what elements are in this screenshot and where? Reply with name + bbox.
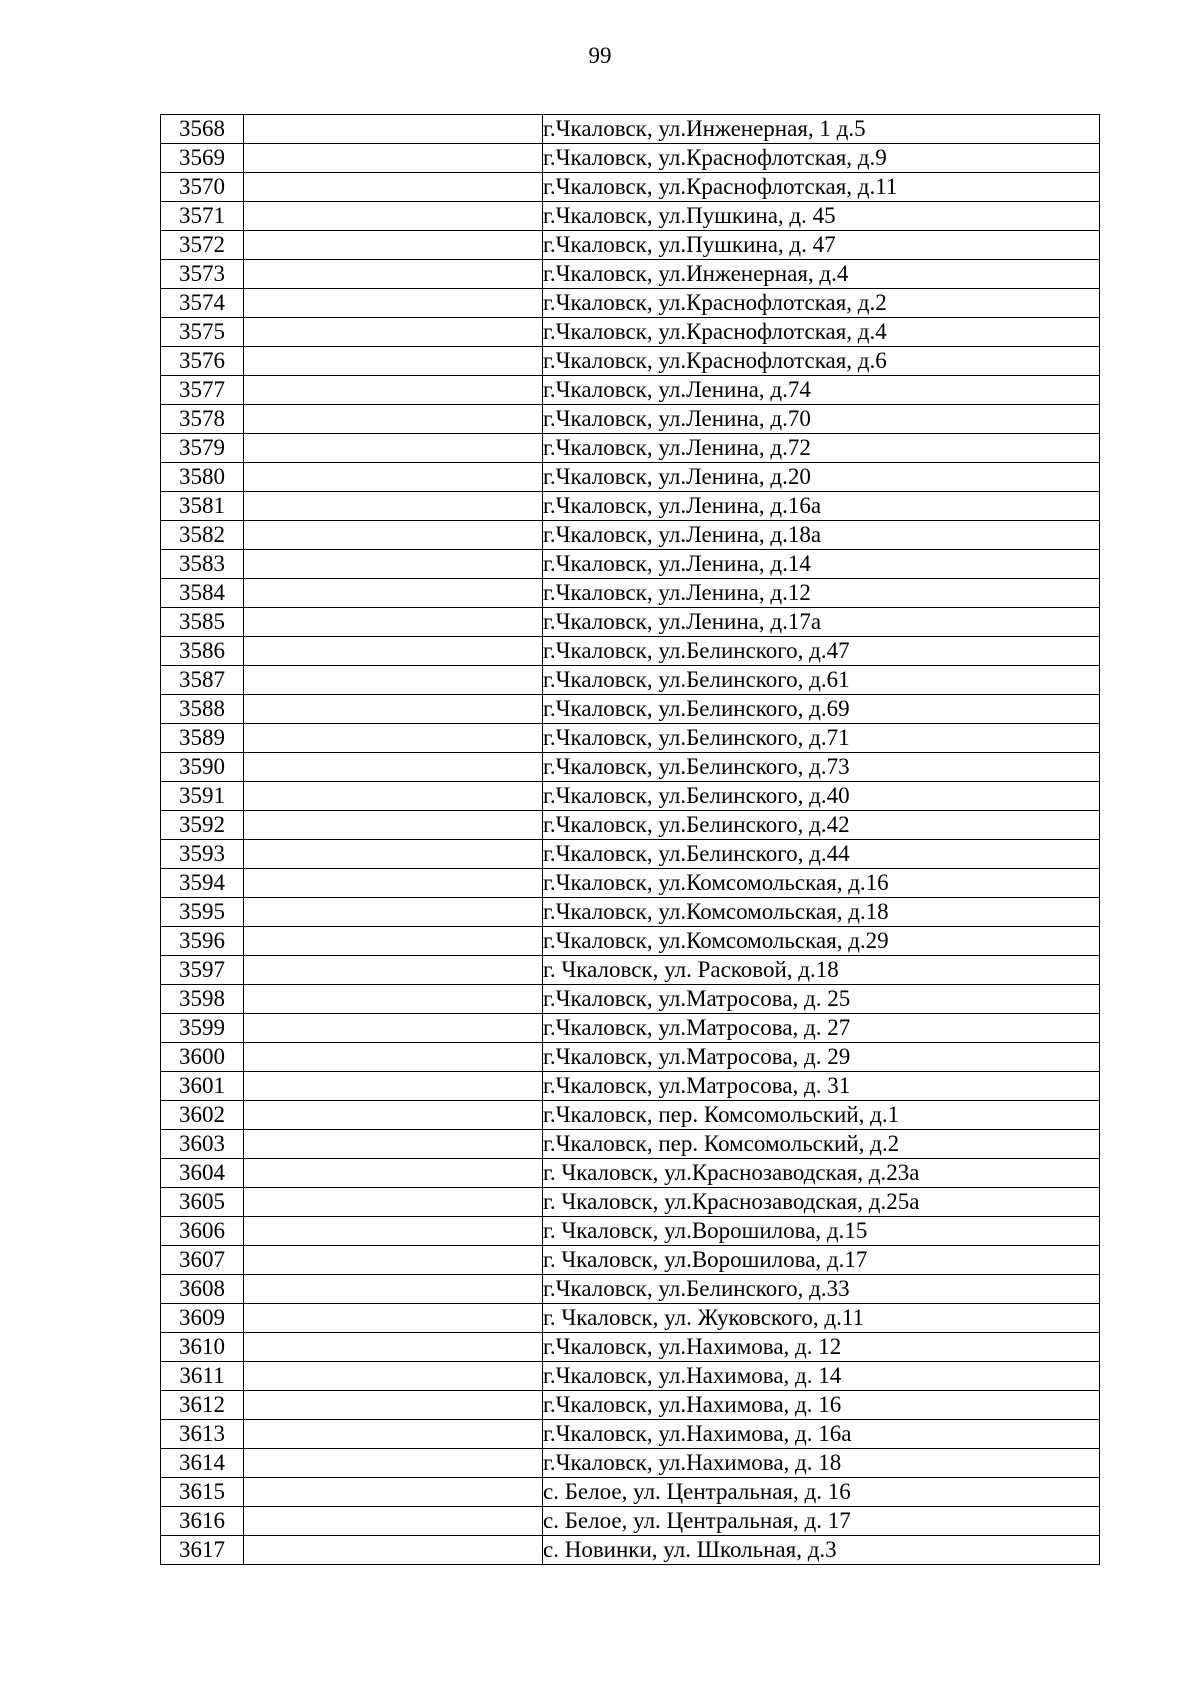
row-number-cell: 3588 (161, 695, 244, 724)
address-cell: г.Чкаловск, ул.Белинского, д.42 (543, 811, 1100, 840)
row-number-cell: 3594 (161, 869, 244, 898)
empty-cell (244, 1362, 543, 1391)
empty-cell (244, 579, 543, 608)
row-number-cell: 3581 (161, 492, 244, 521)
table-row (161, 927, 1100, 956)
row-number-cell: 3586 (161, 637, 244, 666)
address-cell: г.Чкаловск, ул.Белинского, д.33 (543, 1275, 1100, 1304)
address-cell: г.Чкаловск, ул.Ленина, д.14 (543, 550, 1100, 579)
table-row (161, 347, 1100, 376)
table-row (161, 463, 1100, 492)
row-number-cell: 3570 (161, 173, 244, 202)
row-number-cell: 3583 (161, 550, 244, 579)
empty-cell (244, 115, 543, 144)
table-row (161, 753, 1100, 782)
row-number-cell: 3614 (161, 1449, 244, 1478)
address-cell: г.Чкаловск, ул.Нахимова, д. 18 (543, 1449, 1100, 1478)
table-row (161, 666, 1100, 695)
table-row (161, 985, 1100, 1014)
row-number-cell: 3598 (161, 985, 244, 1014)
table-row (161, 144, 1100, 173)
table-row (161, 1072, 1100, 1101)
table-row (161, 1449, 1100, 1478)
address-cell: г.Чкаловск, ул.Пушкина, д. 45 (543, 202, 1100, 231)
empty-cell (244, 492, 543, 521)
row-number-cell: 3580 (161, 463, 244, 492)
empty-cell (244, 1391, 543, 1420)
table-row (161, 434, 1100, 463)
table-row (161, 1333, 1100, 1362)
empty-cell (244, 173, 543, 202)
row-number-cell: 3609 (161, 1304, 244, 1333)
address-cell: г.Чкаловск, ул.Нахимова, д. 16а (543, 1420, 1100, 1449)
empty-cell (244, 405, 543, 434)
address-cell: г.Чкаловск, ул.Белинского, д.44 (543, 840, 1100, 869)
row-number-cell: 3576 (161, 347, 244, 376)
empty-cell (244, 144, 543, 173)
empty-cell (244, 1072, 543, 1101)
table-row (161, 1507, 1100, 1536)
table-row (161, 1130, 1100, 1159)
table-row (161, 376, 1100, 405)
row-number-cell: 3595 (161, 898, 244, 927)
address-cell: г.Чкаловск, ул.Ленина, д.12 (543, 579, 1100, 608)
row-number-cell: 3572 (161, 231, 244, 260)
address-cell: г.Чкаловск, ул.Ленина, д.17а (543, 608, 1100, 637)
table-row (161, 1304, 1100, 1333)
address-cell: г.Чкаловск, ул.Матросова, д. 25 (543, 985, 1100, 1014)
table-row (161, 956, 1100, 985)
address-cell: г.Чкаловск, ул.Инженерная, д.4 (543, 260, 1100, 289)
row-number-cell: 3591 (161, 782, 244, 811)
address-cell: г.Чкаловск, пер. Комсомольский, д.1 (543, 1101, 1100, 1130)
empty-cell (244, 1246, 543, 1275)
empty-cell (244, 666, 543, 695)
address-cell: г.Чкаловск, ул.Белинского, д.47 (543, 637, 1100, 666)
row-number-cell: 3596 (161, 927, 244, 956)
table-row (161, 521, 1100, 550)
row-number-cell: 3569 (161, 144, 244, 173)
table-row (161, 724, 1100, 753)
table-row (161, 260, 1100, 289)
empty-cell (244, 753, 543, 782)
table-row (161, 1014, 1100, 1043)
address-cell: г.Чкаловск, ул.Белинского, д.61 (543, 666, 1100, 695)
empty-cell (244, 202, 543, 231)
table-row (161, 318, 1100, 347)
address-cell: г.Чкаловск, ул.Белинского, д.73 (543, 753, 1100, 782)
table-row (161, 405, 1100, 434)
table-row (161, 1159, 1100, 1188)
empty-cell (244, 1507, 543, 1536)
page-number: 99 (588, 43, 612, 68)
address-cell: г.Чкаловск, пер. Комсомольский, д.2 (543, 1130, 1100, 1159)
row-number-cell: 3593 (161, 840, 244, 869)
empty-cell (244, 550, 543, 579)
row-number-cell: 3575 (161, 318, 244, 347)
table-row (161, 898, 1100, 927)
row-number-cell: 3573 (161, 260, 244, 289)
row-number-cell: 3587 (161, 666, 244, 695)
table-row (161, 695, 1100, 724)
address-cell: с. Белое, ул. Центральная, д. 17 (543, 1507, 1100, 1536)
empty-cell (244, 1304, 543, 1333)
address-cell: г. Чкаловск, ул.Ворошилова, д.17 (543, 1246, 1100, 1275)
table-row (161, 1478, 1100, 1507)
empty-cell (244, 1014, 543, 1043)
row-number-cell: 3584 (161, 579, 244, 608)
table-row (161, 173, 1100, 202)
row-number-cell: 3613 (161, 1420, 244, 1449)
table-row (161, 1420, 1100, 1449)
empty-cell (244, 782, 543, 811)
table-row (161, 1188, 1100, 1217)
address-cell: г.Чкаловск, ул.Краснофлотская, д.11 (543, 173, 1100, 202)
address-cell: г.Чкаловск, ул.Краснофлотская, д.6 (543, 347, 1100, 376)
row-number-cell: 3574 (161, 289, 244, 318)
row-number-cell: 3607 (161, 1246, 244, 1275)
address-table (160, 114, 1100, 1565)
row-number-cell: 3590 (161, 753, 244, 782)
address-cell: г.Чкаловск, ул.Ленина, д.70 (543, 405, 1100, 434)
row-number-cell: 3610 (161, 1333, 244, 1362)
table-row (161, 637, 1100, 666)
address-cell: г.Чкаловск, ул.Краснофлотская, д.2 (543, 289, 1100, 318)
empty-cell (244, 347, 543, 376)
empty-cell (244, 724, 543, 753)
row-number-cell: 3611 (161, 1362, 244, 1391)
address-cell: г. Чкаловск, ул.Ворошилова, д.15 (543, 1217, 1100, 1246)
empty-cell (244, 1159, 543, 1188)
empty-cell (244, 1130, 543, 1159)
table-row (161, 840, 1100, 869)
empty-cell (244, 1420, 543, 1449)
empty-cell (244, 637, 543, 666)
empty-cell (244, 376, 543, 405)
address-cell: г.Чкаловск, ул.Пушкина, д. 47 (543, 231, 1100, 260)
row-number-cell: 3605 (161, 1188, 244, 1217)
address-cell: г.Чкаловск, ул.Нахимова, д. 14 (543, 1362, 1100, 1391)
table-row (161, 1043, 1100, 1072)
address-cell: г.Чкаловск, ул.Белинского, д.40 (543, 782, 1100, 811)
row-number-cell: 3599 (161, 1014, 244, 1043)
address-cell: г.Чкаловск, ул.Ленина, д.72 (543, 434, 1100, 463)
empty-cell (244, 898, 543, 927)
empty-cell (244, 695, 543, 724)
address-cell: г.Чкаловск, ул.Инженерная, 1 д.5 (543, 115, 1100, 144)
table-row (161, 1217, 1100, 1246)
table-row (161, 492, 1100, 521)
row-number-cell: 3579 (161, 434, 244, 463)
empty-cell (244, 1101, 543, 1130)
address-cell: г.Чкаловск, ул.Комсомольская, д.29 (543, 927, 1100, 956)
row-number-cell: 3616 (161, 1507, 244, 1536)
empty-cell (244, 608, 543, 637)
empty-cell (244, 1333, 543, 1362)
table-row (161, 289, 1100, 318)
empty-cell (244, 956, 543, 985)
empty-cell (244, 1478, 543, 1507)
address-cell: г.Чкаловск, ул.Белинского, д.69 (543, 695, 1100, 724)
row-number-cell: 3615 (161, 1478, 244, 1507)
address-cell: г.Чкаловск, ул.Комсомольская, д.18 (543, 898, 1100, 927)
address-cell: г.Чкаловск, ул.Комсомольская, д.16 (543, 869, 1100, 898)
table-row (161, 811, 1100, 840)
row-number-cell: 3604 (161, 1159, 244, 1188)
row-number-cell: 3606 (161, 1217, 244, 1246)
table-row (161, 1391, 1100, 1420)
address-cell: г.Чкаловск, ул.Ленина, д.16а (543, 492, 1100, 521)
empty-cell (244, 1536, 543, 1565)
address-cell: г. Чкаловск, ул.Краснозаводская, д.23а (543, 1159, 1100, 1188)
empty-cell (244, 1275, 543, 1304)
address-cell: г. Чкаловск, ул. Жуковского, д.11 (543, 1304, 1100, 1333)
table-row (161, 579, 1100, 608)
row-number-cell: 3600 (161, 1043, 244, 1072)
empty-cell (244, 811, 543, 840)
address-cell: г. Чкаловск, ул. Расковой, д.18 (543, 956, 1100, 985)
table-row (161, 231, 1100, 260)
table-row (161, 608, 1100, 637)
address-cell: г.Чкаловск, ул.Нахимова, д. 12 (543, 1333, 1100, 1362)
address-cell: с. Белое, ул. Центральная, д. 16 (543, 1478, 1100, 1507)
address-cell: г.Чкаловск, ул.Краснофлотская, д.9 (543, 144, 1100, 173)
empty-cell (244, 318, 543, 347)
table-row (161, 869, 1100, 898)
table-row (161, 782, 1100, 811)
empty-cell (244, 463, 543, 492)
empty-cell (244, 985, 543, 1014)
address-cell: г.Чкаловск, ул.Краснофлотская, д.4 (543, 318, 1100, 347)
table-row (161, 115, 1100, 144)
row-number-cell: 3603 (161, 1130, 244, 1159)
row-number-cell: 3577 (161, 376, 244, 405)
address-cell: г.Чкаловск, ул.Ленина, д.74 (543, 376, 1100, 405)
empty-cell (244, 869, 543, 898)
row-number-cell: 3612 (161, 1391, 244, 1420)
row-number-cell: 3592 (161, 811, 244, 840)
empty-cell (244, 521, 543, 550)
table-row (161, 550, 1100, 579)
address-cell: с. Новинки, ул. Школьная, д.3 (543, 1536, 1100, 1565)
empty-cell (244, 260, 543, 289)
address-cell: г.Чкаловск, ул.Белинского, д.71 (543, 724, 1100, 753)
row-number-cell: 3571 (161, 202, 244, 231)
row-number-cell: 3597 (161, 956, 244, 985)
table-row (161, 1275, 1100, 1304)
address-cell: г.Чкаловск, ул.Матросова, д. 27 (543, 1014, 1100, 1043)
empty-cell (244, 289, 543, 318)
row-number-cell: 3602 (161, 1101, 244, 1130)
row-number-cell: 3585 (161, 608, 244, 637)
empty-cell (244, 1217, 543, 1246)
empty-cell (244, 434, 543, 463)
table-row (161, 1246, 1100, 1275)
address-table-body (161, 115, 1100, 1565)
row-number-cell: 3589 (161, 724, 244, 753)
empty-cell (244, 1043, 543, 1072)
address-cell: г.Чкаловск, ул.Нахимова, д. 16 (543, 1391, 1100, 1420)
address-cell: г.Чкаловск, ул.Матросова, д. 31 (543, 1072, 1100, 1101)
table-row (161, 1362, 1100, 1391)
empty-cell (244, 1449, 543, 1478)
empty-cell (244, 231, 543, 260)
table-row (161, 1101, 1100, 1130)
row-number-cell: 3568 (161, 115, 244, 144)
address-cell: г.Чкаловск, ул.Ленина, д.18а (543, 521, 1100, 550)
empty-cell (244, 840, 543, 869)
address-cell: г.Чкаловск, ул.Ленина, д.20 (543, 463, 1100, 492)
row-number-cell: 3608 (161, 1275, 244, 1304)
row-number-cell: 3617 (161, 1536, 244, 1565)
empty-cell (244, 927, 543, 956)
table-row (161, 1536, 1100, 1565)
address-cell: г. Чкаловск, ул.Краснозаводская, д.25а (543, 1188, 1100, 1217)
empty-cell (244, 1188, 543, 1217)
row-number-cell: 3582 (161, 521, 244, 550)
row-number-cell: 3601 (161, 1072, 244, 1101)
table-row (161, 202, 1100, 231)
row-number-cell: 3578 (161, 405, 244, 434)
address-cell: г.Чкаловск, ул.Матросова, д. 29 (543, 1043, 1100, 1072)
